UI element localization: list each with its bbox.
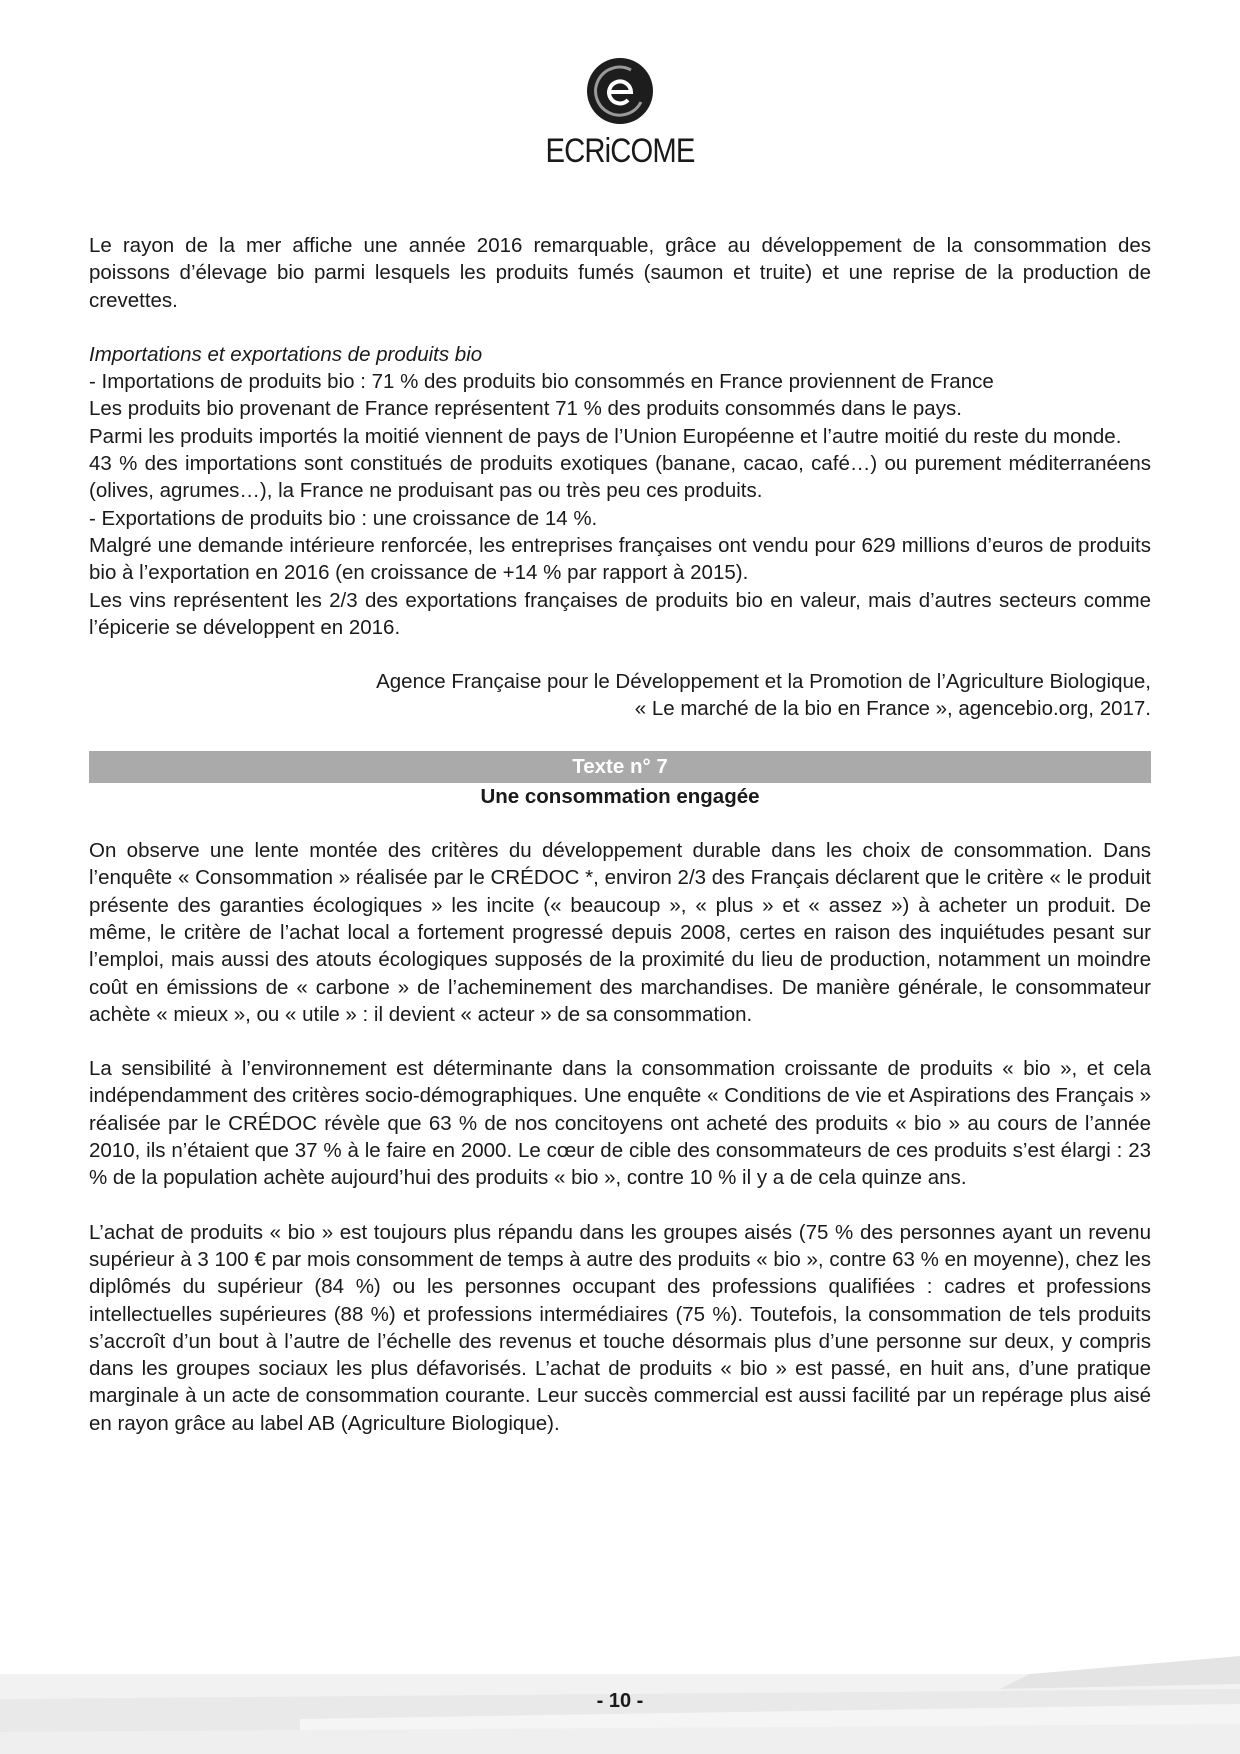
imports-line: - Importations de produits bio : 71 % des produits bio consommés en France proviennent de France [89, 370, 994, 394]
page-number: - 10 - [596, 1690, 644, 1712]
wines-line: Les vins représentent les 2/3 des exportations françaises de produits bio en valeur, mais d’autres secteurs comme l’épicerie se développent en 2016. [89, 588, 1151, 639]
seafood-paragraph: Le rayon de la mer affiche une année 2016 remarquable, grâce au développement de la consommation des poissons d’élevage bio parmi lesquels les produits fumés (saumon et truite) et une reprise de la production de crevettes. [89, 234, 1151, 312]
paragraph-3: L’achat de produits « bio » est toujours plus répandu dans les groupes aisés (75 % des personnes ayant un revenu supérieur à 3 100 € par mois consomment de temps à autre des produits « bio », contre 63 % en moyenne), chez les diplômés du supérieur (84 %) ou les personnes occupant des professions qualifiées : cadres et professions intellectuelles supérieures (88 %) et professions intermédiaires (75 %). Toutefois, la consommation de tels produits s’accroît d’un bout à l’autre de l’échelle des revenus et touche désormais plus d’une personne sur deux, y compris dans les groupes sociaux les plus défavorisés. L’achat de produits « bio » est passé, en huit ans, d’une pratique marginale à un acte de consommation courante. Leur succès commercial est aussi facilité par un repérage plus aisé en rayon grâce au label AB (Agriculture Biologique). [89, 1220, 1151, 1435]
document-body [89, 232, 1151, 1437]
france-origin-line: Les produits bio provenant de France représentent 71 % des produits consommés dans le pays. [89, 397, 962, 421]
export-value-line: Malgré une demande intérieure renforcée, les entreprises françaises ont vendu pour 629 millions d’euros de produits bio à l’exportation en 2016 (en croissance de +14 % par rapport à 2015). [89, 533, 1151, 585]
paragraph-1: On observe une lente montée des critères du développement durable dans les choix de consommation. Dans l’enquête « Consommation » réalisée par le CRÉDOC *, environ 2/3 des Français déclarent que le critère « le produit présente des garanties écologiques » les incite (« beaucoup », « plus » et « assez ») à acheter un produit. De même, le critère de l’achat local a fortement progressé depuis 2008, certes en raison des inquiétudes pesant sur l’emploi, mais aussi des atouts écologiques supposés de la proximité du lieu de production, notamment un moindre coût en émissions de « carbone » de l’acheminement des marchandises. De manière générale, le consommateur achète « mieux », ou « utile » : il devient « acteur » de sa consommation. [89, 839, 1151, 1026]
source-line-1: Agence Française pour le Développement et la Promotion de l’Agriculture Biologique, [376, 670, 1151, 694]
source-line-2: « Le marché de la bio en France », agencebio.org, 2017. [634, 697, 1151, 721]
ecricome-logo [0, 58, 1240, 171]
paragraph-2: La sensibilité à l’environnement est déterminante dans la consommation croissante de produits « bio », et cela indépendamment des critères socio-démographiques. Une enquête « Conditions de vie et Aspirations des Français » réalisée par le CRÉDOC révèle que 63 % de nos concitoyens ont acheté des produits « bio » au cours de l’année 2010, ils n’étaient que 37 % à le faire en 2000. Le cœur de cible des consommateurs de ces produits s’est élargi : 23 % de la population achète aujourd’hui des produits « bio », contre 10 % il y a de cela quinze ans. [89, 1057, 1151, 1190]
ecricome-wordmark: ECRiCOME [545, 132, 695, 170]
exports-line: - Exportations de produits bio : une croissance de 14 %. [89, 506, 598, 530]
imports-exports-subheading: Importations et exportations de produits bio [89, 342, 483, 366]
exotic-products-line: 43 % des importations sont constitués de produits exotiques (banane, cacao, café…) ou purement méditerranéens (olives, agrumes…), la France ne produisant pas ou très peu ces produits. [89, 452, 1151, 503]
eu-origin-line: Parmi les produits importés la moitié viennent de pays de l’Union Européenne et l’autre moitié du reste du monde. [89, 424, 1122, 448]
text-number-band: Texte n° 7 [89, 751, 1151, 783]
text-title: Une consommation engagée [480, 784, 760, 808]
ecricome-e-logo-icon [587, 58, 653, 124]
